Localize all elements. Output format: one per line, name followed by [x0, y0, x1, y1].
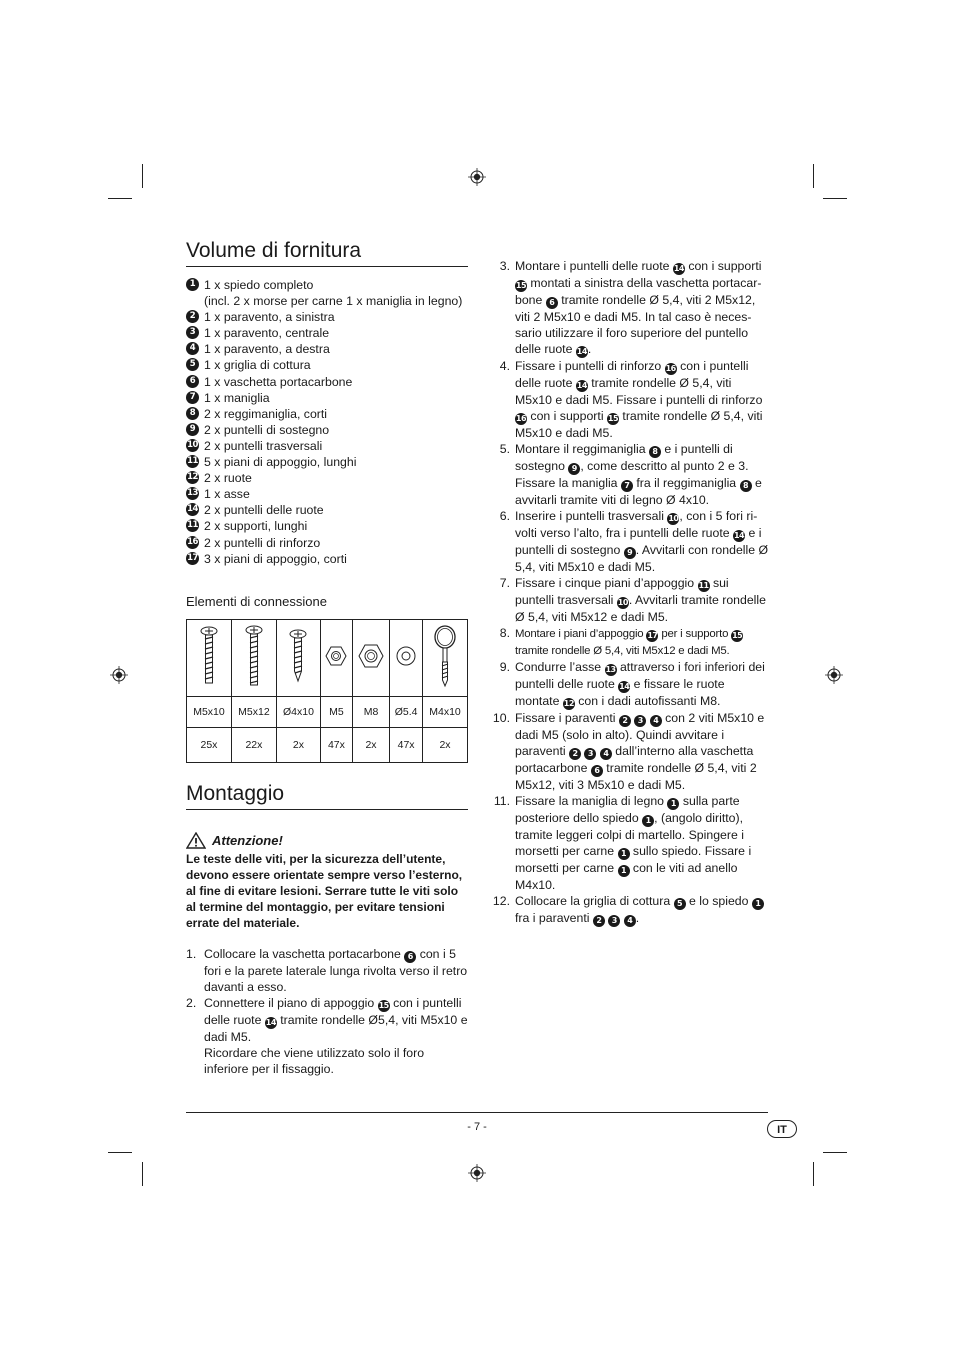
right-column — [486, 240, 770, 927]
part-number-badge: 6 — [546, 297, 558, 309]
part-number-badge: 4 — [600, 748, 612, 760]
assembly-step — [486, 893, 770, 927]
supply-item — [186, 357, 468, 373]
connector-cell — [390, 619, 423, 696]
supply-item — [186, 341, 468, 357]
registration-mark-icon — [468, 168, 486, 186]
assembly-step — [486, 258, 770, 358]
part-number-badge: 1 — [618, 865, 630, 877]
part-number-badge: 1 — [642, 815, 654, 827]
supply-item — [186, 486, 468, 502]
supply-item — [186, 277, 468, 293]
part-number-badge: 12 — [563, 699, 574, 708]
part-number-badge: 6 — [404, 951, 416, 963]
step-text: Fissare la maniglia di legno 1 sulla parte posteriore dello spiedo 1 , (angolo diritto), tramite leggeri colpi di martello. Spingere i morsetti per carne 1 sullo spiedo. Fissare i morsetti per carne 1 con le viti ad anello M4x10. — [515, 794, 752, 892]
step-number: 3. — [499, 259, 510, 273]
step-text: Collocare la griglia di cottura 5 e lo spiedo 1 fra i paraventi 2 3 4 . — [515, 893, 770, 927]
part-number-badge: 6 — [591, 765, 603, 777]
part-number-badge: 15 — [515, 281, 527, 290]
part-number-badge: 1 — [618, 848, 630, 860]
wood-screw-icon — [288, 629, 308, 683]
part-number-badge: 1 — [752, 898, 764, 910]
part-number-badge: 13 — [187, 488, 198, 499]
part-number-badge: 10 — [617, 598, 628, 607]
assembly-step — [486, 358, 770, 441]
supply-item-text: 1 x paravento, centrale — [204, 326, 330, 341]
crop-mark — [813, 1162, 814, 1186]
supply-item-text: 1 x asse — [204, 487, 250, 502]
part-number-badge: 2 — [186, 310, 199, 323]
step-text: Fissare i cinque piani d’appoggio 11 sui puntelli trasversali 10. Avvitarli tramite rondelle Ø 5,4, viti M5x12 e dadi M5. — [515, 576, 766, 624]
connector-quantity: 47x — [390, 727, 423, 762]
part-number-badge: 14 — [187, 504, 198, 515]
connector-cell — [187, 619, 232, 696]
part-number-badge: 6 — [186, 375, 199, 388]
part-number-badge: 2 — [569, 748, 581, 760]
part-number-badge: 14 — [265, 1017, 276, 1027]
screw-phillips-icon — [199, 626, 219, 686]
part-number-badge: 15 — [378, 1000, 389, 1010]
connector-quantity: 25x — [187, 727, 232, 762]
part-number-badge: 15 — [607, 414, 619, 423]
hex-nut-icon — [325, 645, 347, 667]
left-column — [186, 238, 468, 1077]
assembly-step — [486, 441, 770, 508]
part-number-badge: 2 — [593, 915, 605, 927]
assembly-step — [486, 793, 770, 893]
supply-item — [186, 422, 468, 438]
crop-mark — [108, 198, 132, 199]
part-number-badge: 16 — [515, 414, 527, 423]
step-number: 1. — [186, 946, 197, 961]
connectors-table — [186, 619, 468, 763]
step-text: Montare i piani d’appoggio 17 per i supporto 15 tramite rondelle Ø 5,4, viti M5x12 e dadi M5. — [515, 628, 743, 657]
part-number-badge: 9 — [186, 423, 199, 436]
step-text: Connettere il piano di appoggio 15 con i puntelli delle ruote 14 tramite rondelle Ø5,4, viti M5x10 e dadi M5. Ricordare che viene utilizzato solo il foro inferiore per il fissaggio. — [204, 995, 468, 1076]
supply-item — [186, 309, 468, 325]
part-number-badge: 11 — [187, 456, 198, 467]
assembly-step — [486, 508, 770, 575]
part-number-badge: 9 — [624, 547, 636, 559]
warning-text: Le teste delle viti, per la sicurezza dell’utente, devono essere orientate sempre verso l’esterno, al fine di evitare lesioni. Serrare tutte le viti solo al termine del montaggio, per evitare tensioni errate del materiale. — [186, 851, 463, 930]
supply-item — [186, 406, 468, 422]
connector-quantity: 47x — [321, 727, 353, 762]
connector-quantity: 2x — [352, 727, 389, 762]
step-number: 4. — [499, 359, 510, 373]
step-text: Montare i puntelli delle ruote 14 con i supporti 15 montati a sinistra della vaschetta portacar-bone 6 tramite rondelle Ø 5,4, viti 2 M5x12, viti 2 M5x10 e dadi M5. In tal caso è neces-sario utilizzare il foro superiore del puntello delle ruote 14. — [515, 259, 762, 356]
connector-cell — [231, 619, 276, 696]
supply-list — [186, 277, 468, 567]
part-number-badge: 10 — [187, 439, 198, 450]
part-number-badge: 3 — [608, 915, 620, 927]
connector-label: M4x10 — [423, 696, 468, 727]
connector-label: M5x12 — [231, 696, 276, 727]
part-number-badge: 8 — [649, 446, 661, 458]
supply-item-text: 1 x griglia di cottura — [204, 358, 311, 373]
connector-quantity: 22x — [231, 727, 276, 762]
supply-item-text: (incl. 2 x morse per carne 1 x maniglia in legno) — [204, 294, 463, 309]
page-number: - 7 - — [467, 1121, 487, 1133]
part-number-badge: 9 — [568, 463, 580, 475]
part-number-badge: 14 — [673, 264, 684, 273]
supply-item — [186, 293, 468, 309]
screw-phillips-icon — [244, 625, 264, 687]
supply-item — [186, 502, 468, 518]
crop-mark — [823, 1152, 847, 1153]
part-number-badge: 1 — [186, 278, 199, 291]
step-text: Fissare i paraventi 2 3 4 con 2 viti M5x10 e dadi M5 (solo in alto). Quindi avvitare i paraventi 2 3 4 dall’interno alla vaschetta portacarbone 6 tramite rondelle Ø 5,4, viti 2 M5x12, viti 3 M5x10 e dadi M5. — [515, 711, 765, 792]
connector-cell — [423, 619, 468, 696]
supply-item-text: 1 x paravento, a sinistra — [204, 310, 335, 325]
part-number-badge: 16 — [665, 364, 676, 373]
connectors-title: Elementi di connessione — [186, 593, 327, 609]
connector-label: M5 — [321, 696, 353, 727]
language-badge: IT — [767, 1120, 797, 1138]
assembly-steps-right — [486, 258, 770, 927]
part-number-badge: 8 — [740, 480, 752, 492]
connector-cell — [352, 619, 389, 696]
part-number-badge: 14 — [733, 531, 745, 540]
supply-item-text: 2 x ruote — [204, 471, 252, 486]
part-number-badge: 5 — [186, 358, 199, 371]
supply-item-text: 1 x paravento, a destra — [204, 342, 330, 357]
step-text: Condurre l’asse 13 attraverso i fori inferiori dei puntelli delle ruote 14 e fissare le ruote montate 12 con i dadi autofissanti M8. — [515, 660, 765, 708]
step-text: Collocare la vaschetta portacarbone 6 con i 5 fori e la parete laterale lunga rivolta verso il retro davanti a esso. — [204, 946, 468, 994]
crop-mark — [142, 164, 143, 188]
section-title-fornitura: Volume di fornitura — [186, 238, 468, 267]
supply-item — [186, 551, 468, 567]
washer-icon — [395, 645, 417, 667]
supply-item-text: 3 x piani di appoggio, corti — [204, 551, 347, 566]
warning-title: Attenzione! — [212, 832, 283, 848]
supply-item-text: 2 x puntelli delle ruote — [204, 503, 324, 518]
part-number-badge: 3 — [186, 326, 199, 339]
connector-label: Ø4x10 — [276, 696, 320, 727]
hex-nut-icon — [358, 643, 384, 669]
footer-rule — [186, 1112, 768, 1113]
part-number-badge: 14 — [576, 347, 587, 356]
assembly-step — [186, 995, 468, 1077]
eye-screw-icon — [432, 624, 458, 688]
step-number: 8. — [499, 626, 510, 640]
step-number: 11. — [493, 794, 510, 808]
part-number-badge: 1 — [667, 798, 679, 810]
step-number: 12. — [492, 894, 510, 908]
assembly-step — [486, 625, 770, 659]
supply-item — [186, 518, 468, 534]
connector-cell — [321, 619, 353, 696]
part-number-badge: 3 — [584, 748, 596, 760]
connector-label: M5x10 — [187, 696, 232, 727]
part-number-badge: 15 — [732, 631, 743, 640]
part-number-badge: 2 — [619, 715, 631, 727]
supply-item-text: 2 x reggimaniglia, corti — [204, 406, 328, 421]
step-number: 2. — [186, 995, 197, 1010]
assembly-step — [486, 659, 770, 710]
registration-mark-icon — [110, 666, 128, 684]
connector-quantity: 2x — [423, 727, 468, 762]
supply-item — [186, 325, 468, 341]
step-number: 10. — [492, 711, 510, 725]
supply-item — [186, 438, 468, 454]
section-title-montaggio: Montaggio — [186, 781, 468, 810]
supply-item — [186, 390, 468, 406]
part-number-badge: 12 — [187, 472, 198, 483]
part-number-badge: 11 — [698, 581, 709, 590]
supply-item-text: 2 x puntelli trasversali — [204, 438, 323, 453]
connectors-quantities-row — [187, 727, 468, 762]
part-number-badge: 17 — [187, 552, 198, 563]
part-number-badge: 14 — [619, 682, 630, 691]
assembly-steps-left — [186, 946, 468, 1077]
part-number-badge: 10 — [668, 514, 679, 523]
part-number-badge: 7 — [186, 391, 199, 404]
supply-item — [186, 535, 468, 551]
part-number-badge: 4 — [624, 915, 636, 927]
step-number: 7. — [499, 576, 510, 590]
supply-item — [186, 454, 468, 470]
connector-label: Ø5.4 — [390, 696, 423, 727]
part-number-badge: 3 — [634, 715, 646, 727]
step-text: Montare il reggimaniglia 8 e i puntelli di sostegno 9 , come descritto al punto 2 e 3. Fissare la maniglia 7 fra il reggimaniglia 8 e avvitarli tramite viti di legno Ø 4x10. — [515, 442, 762, 507]
connector-label: M8 — [352, 696, 389, 727]
supply-item-text: 1 x vaschetta portacarbone — [204, 374, 353, 389]
part-number-badge: 17 — [647, 631, 658, 640]
step-number: 5. — [499, 442, 510, 456]
supply-item-text: 5 x piani di appoggio, lunghi — [204, 455, 357, 470]
supply-item-text: 2 x supporti, lunghi — [204, 519, 308, 534]
crop-mark — [823, 198, 847, 199]
assembly-step — [486, 710, 770, 793]
connector-quantity: 2x — [276, 727, 320, 762]
part-number-badge: 14 — [576, 381, 587, 390]
registration-mark-icon — [825, 666, 843, 684]
part-number-badge: 4 — [650, 715, 662, 727]
supply-item-text: 1 x spiedo completo — [204, 278, 314, 292]
part-number-badge: 4 — [186, 342, 199, 355]
supply-item-text: 1 x maniglia — [204, 390, 270, 405]
connectors-labels-row — [187, 696, 468, 727]
crop-mark — [142, 1162, 143, 1186]
warning-triangle-icon — [186, 832, 206, 849]
part-number-badge: 11 — [187, 520, 198, 531]
assembly-step — [186, 946, 468, 995]
part-number-badge: 13 — [605, 665, 616, 674]
step-text: Inserire i puntelli trasversali 10, con i 5 fori ri-volti verso l’alto, fra i puntelli delle ruote 14 e i puntelli di sostegno 9 . Avvitarli con rondelle Ø 5,4, viti M5x10 e dadi M5. — [515, 509, 769, 574]
connector-cell — [276, 619, 320, 696]
step-text: Fissare i puntelli di rinforzo 16 con i puntelli delle ruote 14 tramite rondelle Ø 5,4, viti M5x10 e dadi M5. Fissare i puntelli di rinforzo 16 con i supporti 15 tramite rondelle Ø 5,4, viti M5x10 e dadi M5. — [515, 359, 763, 440]
crop-mark — [813, 164, 814, 188]
part-number-badge: 5 — [674, 898, 686, 910]
step-number: 9. — [499, 660, 510, 674]
connectors-pictures-row — [187, 619, 468, 696]
part-number-badge: 7 — [621, 480, 633, 492]
supply-item-text: 2 x puntelli di rinforzo — [204, 535, 321, 550]
warning-box — [186, 832, 468, 931]
registration-mark-icon — [468, 1164, 486, 1182]
supply-item-text: 2 x puntelli di sostegno — [204, 422, 330, 437]
part-number-badge: 8 — [186, 407, 199, 420]
supply-item — [186, 470, 468, 486]
crop-mark — [108, 1152, 132, 1153]
assembly-step — [486, 575, 770, 625]
part-number-badge: 16 — [187, 536, 198, 547]
supply-item — [186, 374, 468, 390]
step-number: 6. — [499, 509, 510, 523]
